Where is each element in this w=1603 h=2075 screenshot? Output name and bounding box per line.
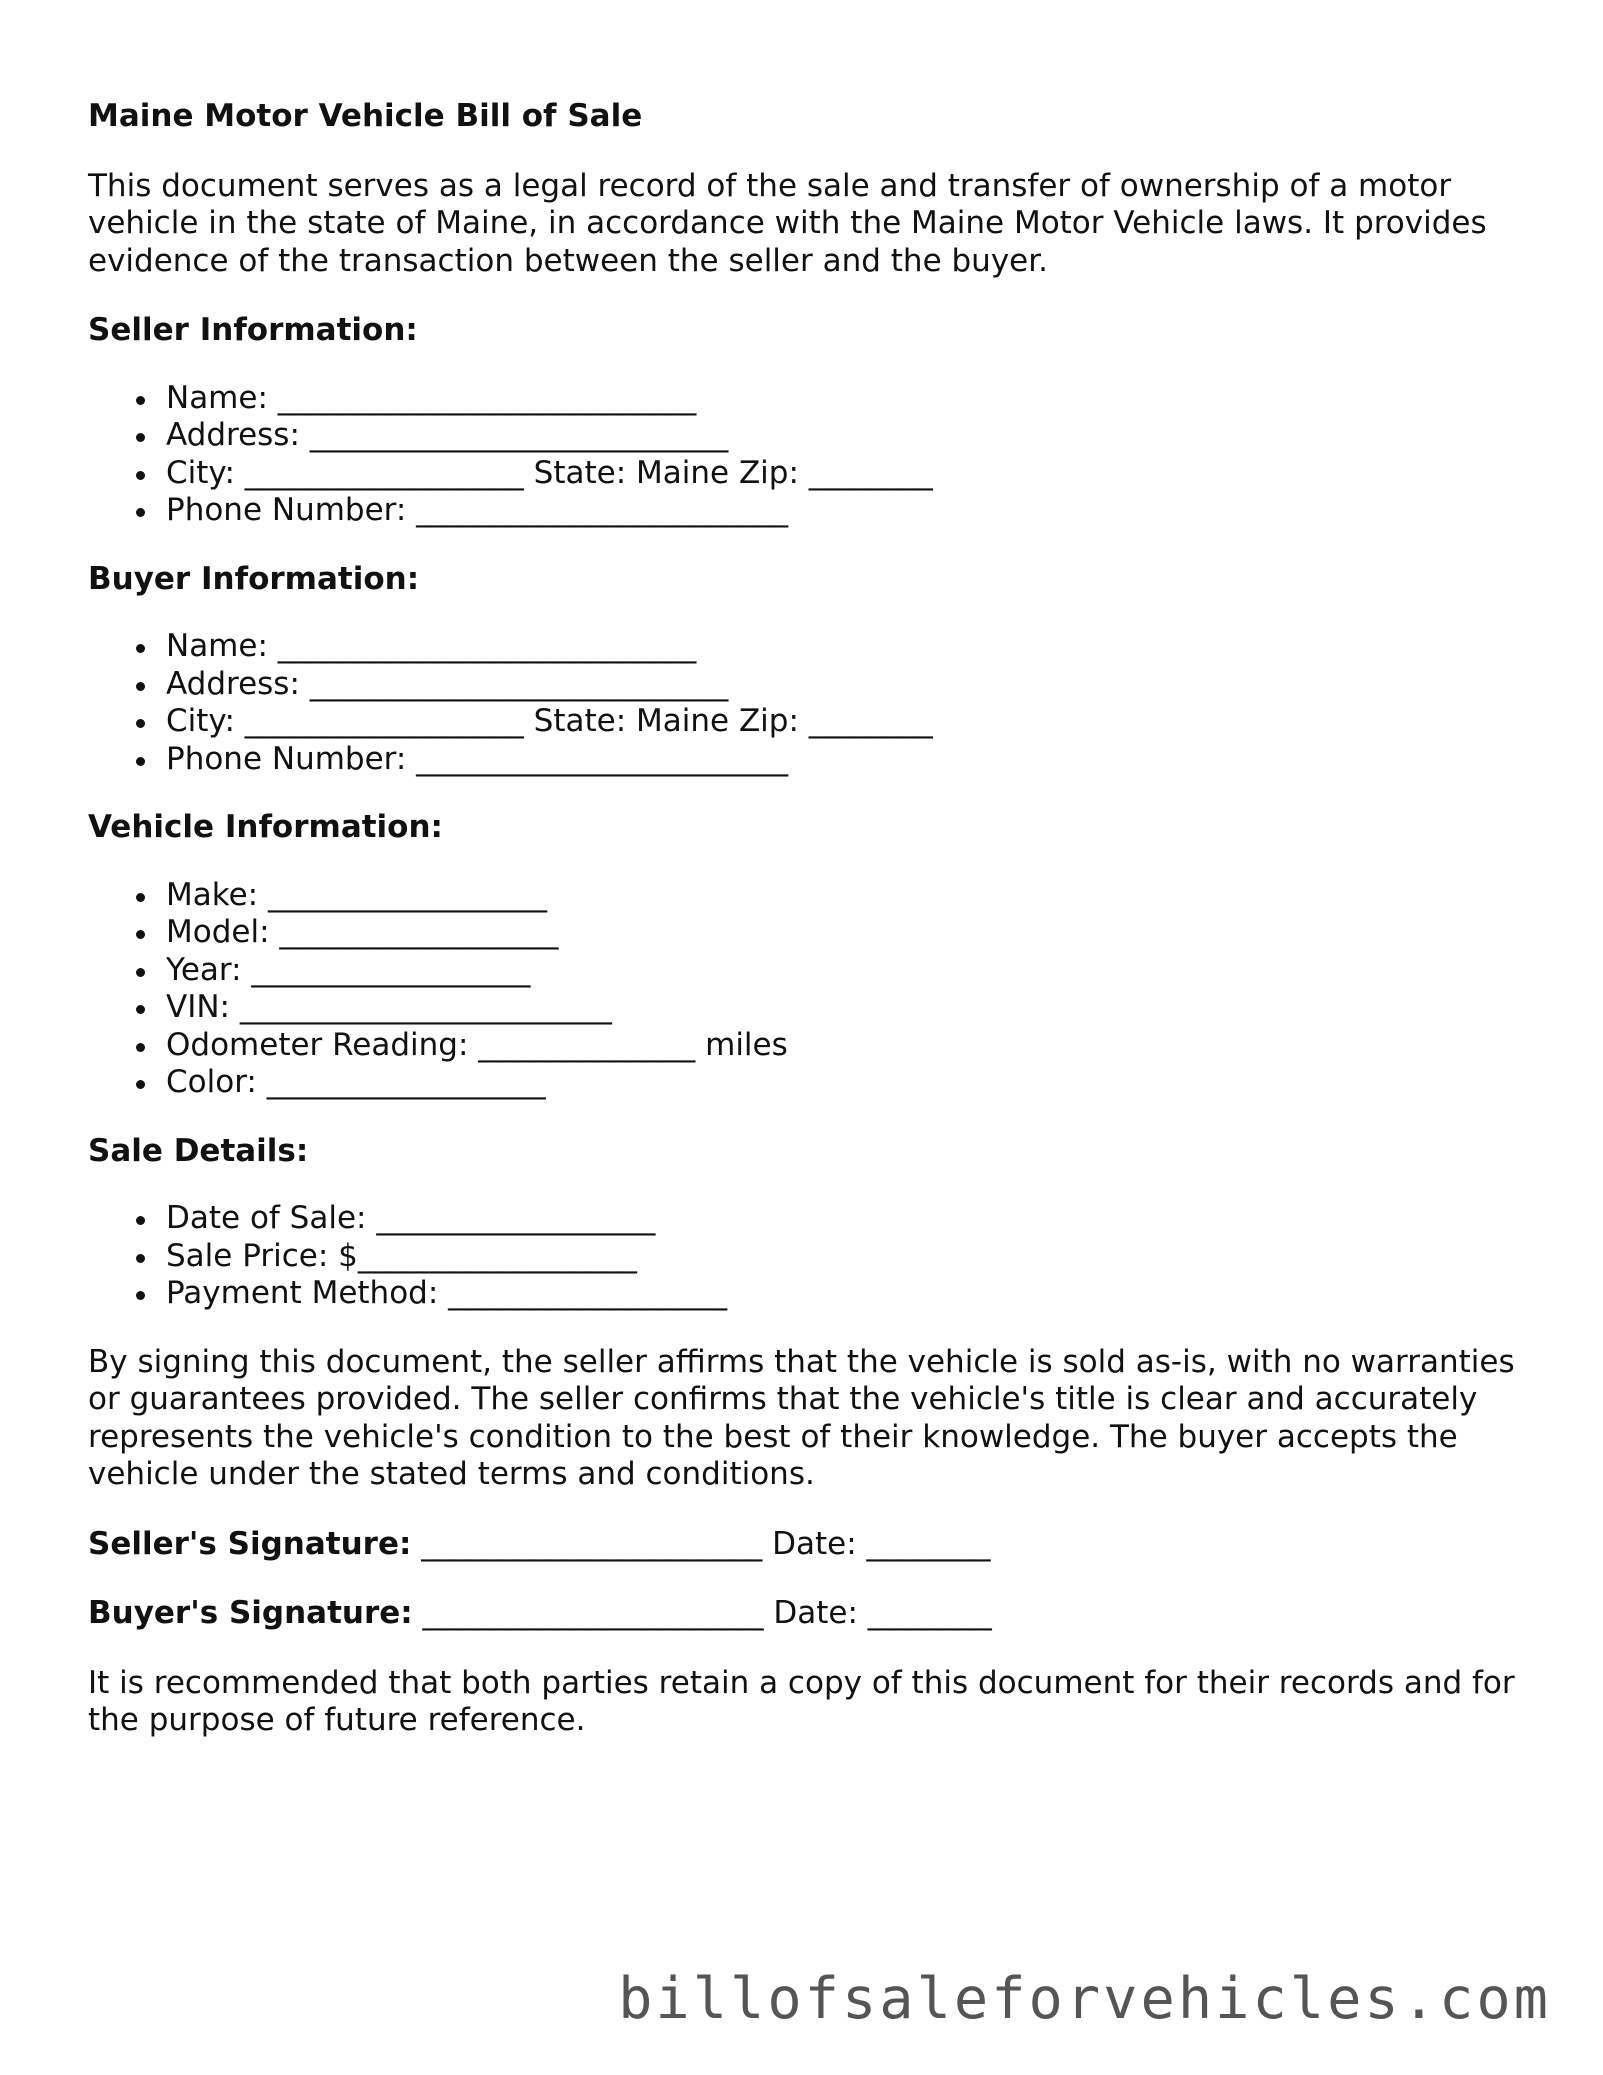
seller-phone-field: Phone Number: ________________________ [166,492,1528,530]
buyer-signature-label: Buyer's Signature: [88,1595,413,1631]
buyer-address-field: Address: ___________________________ [166,666,1528,704]
sale-price-field: Sale Price: $__________________ [166,1238,1528,1276]
buyer-name-field: Name: ___________________________ [166,628,1528,666]
vehicle-model-field: Model: __________________ [166,914,1528,952]
document-body [88,98,1528,1772]
buyer-signature-line [88,1595,1528,1633]
buyer-heading: Buyer Information: [88,560,420,597]
sale-payment-field: Payment Method: __________________ [166,1275,1528,1313]
sale-list [88,1200,1528,1313]
vehicle-color-field: Color: __________________ [166,1064,1528,1102]
buyer-signature-blank: ______________________ Date: ________ [412,1595,992,1631]
intro-paragraph: This document serves as a legal record of the sale and transfer of ownership of a motor vehicle in the state of Maine, in accordance with the Maine Motor Vehicle laws. It provides evidence of the transaction between the seller and the buyer. [88,167,1487,279]
affirmation-paragraph: By signing this document, the seller affirms that the vehicle is sold as-is, with no warranties or guarantees provided. The seller confirms that the vehicle's title is clear and accurately represents the vehicle's condition to the best of their knowledge. The buyer accepts the vehicle under the stated terms and conditions. [88,1343,1515,1492]
seller-city-field: City: __________________ State: Maine Zip: ________ [166,455,1528,493]
buyer-city-field: City: __________________ State: Maine Zip: ________ [166,703,1528,741]
document-title: Maine Motor Vehicle Bill of Sale [88,98,643,134]
vehicle-make-field: Make: __________________ [166,877,1528,915]
buyer-phone-field: Phone Number: ________________________ [166,741,1528,779]
sale-date-field: Date of Sale: __________________ [166,1200,1528,1238]
buyer-list [88,628,1528,778]
sale-heading: Sale Details: [88,1132,309,1169]
seller-list [88,380,1528,530]
vehicle-year-field: Year: __________________ [166,952,1528,990]
seller-address-field: Address: ___________________________ [166,417,1528,455]
seller-signature-blank: ______________________ Date: ________ [411,1525,991,1562]
seller-name-field: Name: ___________________________ [166,380,1528,418]
seller-signature-label: Seller's Signature: [88,1525,412,1562]
seller-signature-line [88,1526,1528,1564]
vehicle-vin-field: VIN: ________________________ [166,989,1528,1027]
site-watermark: billofsaleforvehicles.com [618,1966,1551,2032]
vehicle-list [88,877,1528,1102]
closing-paragraph: It is recommended that both parties retain a copy of this document for their records and for the purpose of future reference. [88,1664,1515,1738]
vehicle-heading: Vehicle Information: [88,809,443,845]
seller-heading: Seller Information: [88,312,418,348]
vehicle-odometer-field: Odometer Reading: ______________ miles [166,1027,1528,1065]
